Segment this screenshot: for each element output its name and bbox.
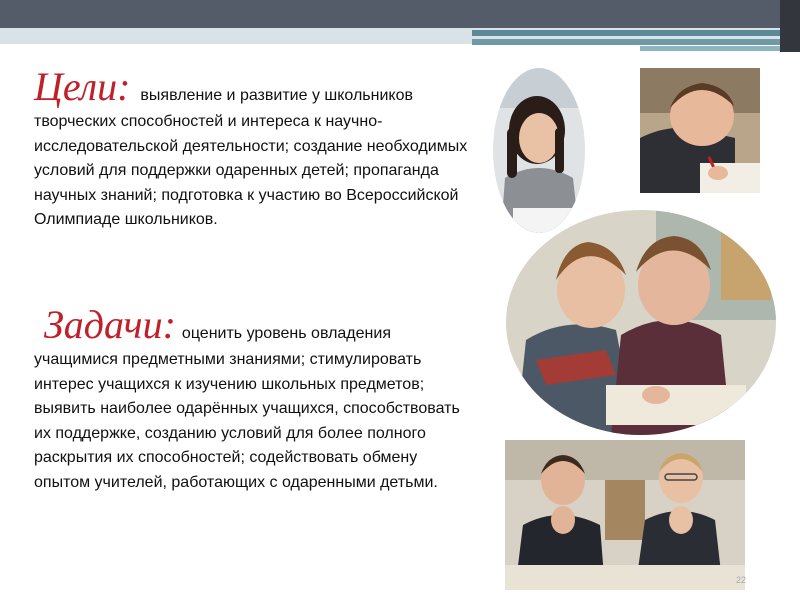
goals-heading: Цели:: [34, 64, 131, 109]
accent-bar: [640, 46, 780, 51]
goals-text: выявление и развитие у школьников творческих способностей и интереса к научно-исследовательской деятельности; создание необходимых условий для поддержки одаренных детей; пропаганда научных знаний; подготовка к участию во Всероссийской Олимпиаде школьников.: [34, 87, 468, 228]
goals-block: [34, 64, 474, 233]
photo-boy-writing: [640, 68, 760, 193]
corner-block: [780, 0, 800, 52]
tasks-block: [34, 302, 474, 495]
photo-girl: [493, 68, 585, 233]
page-number: 22: [736, 575, 747, 585]
photo-two-boys: [506, 210, 776, 435]
top-bar: [0, 0, 800, 28]
accent-bar: [472, 30, 780, 36]
accent-bar: [472, 39, 780, 45]
tasks-heading: Задачи:: [44, 302, 176, 347]
photo-classroom: [505, 440, 745, 590]
tasks-text: оценить уровень овладения учащимися предметными знаниями; стимулировать интерес учащихся к изучению школьных предметов; выявить наиболее одарённых учащихся, способствовать их поддержке, созданию условий для более полного раскрытия их способностей; содействовать обмену опытом учителей, работающих с одаренными детьми.: [34, 325, 460, 491]
